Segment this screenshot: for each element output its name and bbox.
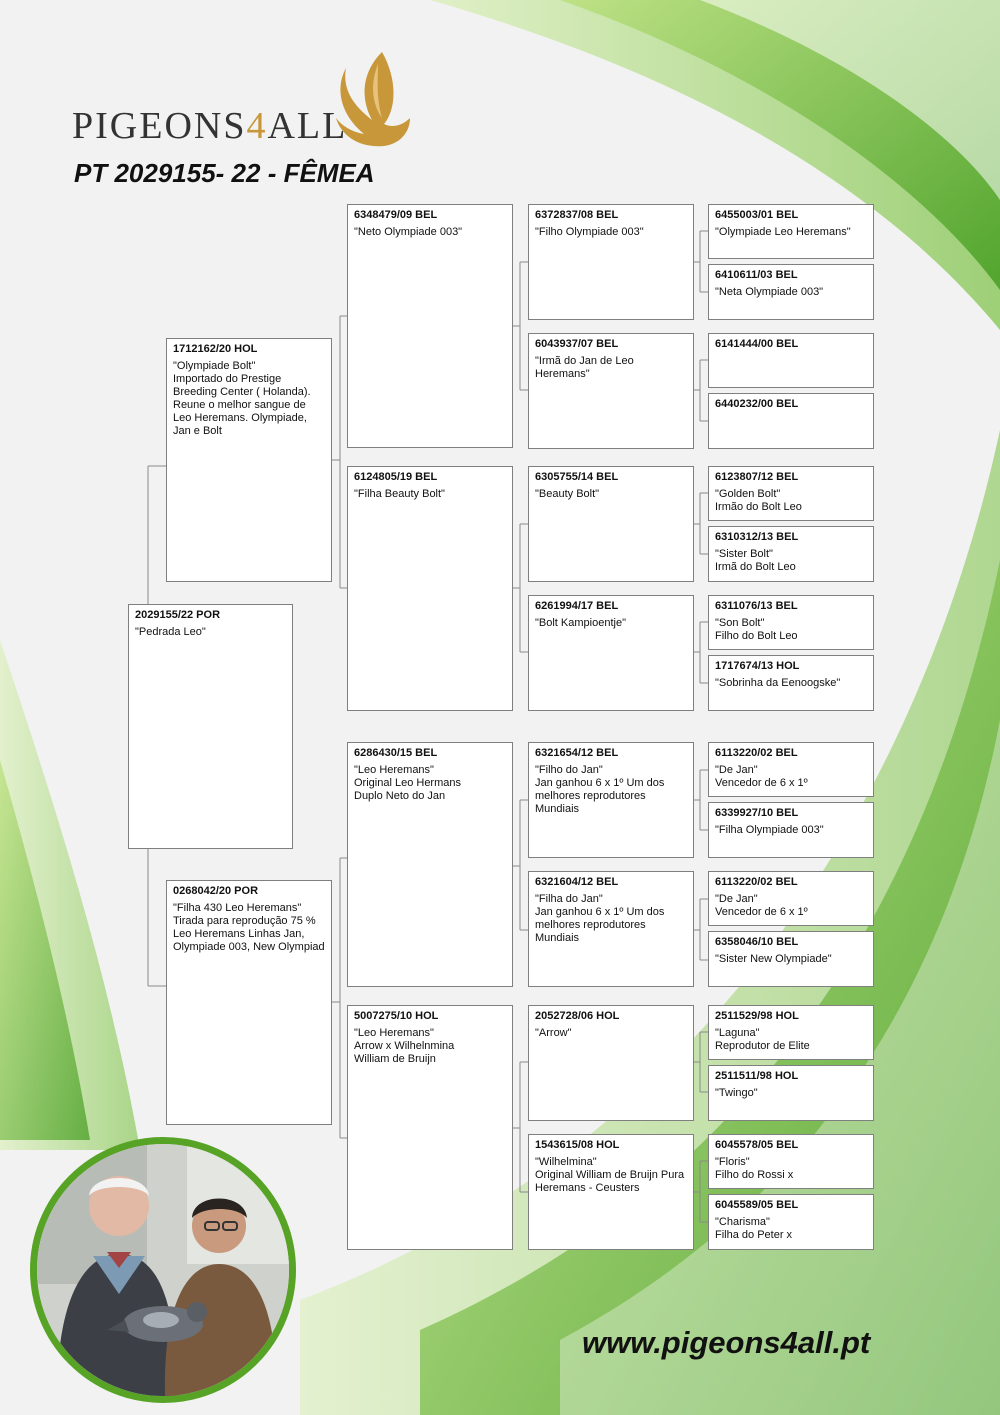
pedigree-great-grandparent-card <box>528 871 694 987</box>
ring-number: 6321604/12 BEL <box>535 876 619 888</box>
ring-number: 6358046/10 BEL <box>715 936 799 948</box>
pigeon-description: "Sister Bolt" Irmã do Bolt Leo <box>715 548 796 573</box>
pedigree-subject-card <box>128 604 293 849</box>
pigeon-description: "Neto Olympiade 003" <box>354 226 463 238</box>
pedigree-grandparent-card <box>347 742 513 987</box>
logo-part-four: 4 <box>246 105 268 147</box>
ring-number: 6113220/02 BEL <box>715 747 798 759</box>
ring-number: 6043937/07 BEL <box>535 338 619 350</box>
ring-number: 6141444/00 BEL <box>715 338 799 350</box>
pigeon-description: "Beauty Bolt" <box>535 488 600 500</box>
ring-number: 1712162/20 HOL <box>173 343 258 355</box>
ring-number: 6339927/10 BEL <box>715 807 799 819</box>
pedigree-great-grandparent-card <box>528 595 694 711</box>
pigeon-description: "Laguna" Reprodutor de Elite <box>715 1027 810 1052</box>
pedigree-great-grandparent-card <box>528 1005 694 1121</box>
pedigree-sire-card <box>166 338 332 582</box>
website-url: www.pigeons4all.pt <box>582 1325 871 1360</box>
pedigree-ancestor-card <box>708 1134 874 1189</box>
pedigree-ancestor-card <box>708 264 874 320</box>
ring-number: 6310312/13 BEL <box>715 531 799 543</box>
ring-number: 6372837/08 BEL <box>535 209 619 221</box>
ring-number: 5007275/10 HOL <box>354 1010 439 1022</box>
page-title: PT 2029155- 22 - FÊMEA <box>74 158 375 188</box>
ring-number: 6113220/02 BEL <box>715 876 798 888</box>
brand-logo <box>72 50 412 150</box>
pedigree-ancestor-card <box>708 655 874 711</box>
ring-number: 6045578/05 BEL <box>715 1139 799 1151</box>
ring-number: 6311076/13 BEL <box>715 600 798 612</box>
logo-wordmark <box>72 104 347 148</box>
ring-number: 1717674/13 HOL <box>715 660 800 672</box>
ring-number: 6286430/15 BEL <box>354 747 438 759</box>
pigeon-description: "Filha 430 Leo Heremans" Tirada para reprodução 75 % Leo Heremans Linhas Jan, Olympiade 003, New Olympiad <box>173 902 325 953</box>
pedigree-ancestor-card <box>708 871 874 926</box>
pedigree-ancestor-card <box>708 1065 874 1121</box>
ring-number: 0268042/20 POR <box>173 885 259 897</box>
pedigree-ancestor-card <box>708 333 874 388</box>
ring-number: 6305755/14 BEL <box>535 471 619 483</box>
ring-number: 2511511/98 HOL <box>715 1070 799 1082</box>
pedigree-grandparent-card <box>347 466 513 711</box>
pigeon-description: "Olympiade Bolt" Importado do Prestige Breeding Center ( Holanda). Reune o melhor sangue de Leo Heremans. Olympiade, Jan e Bolt <box>173 360 311 437</box>
pigeon-description: "Floris" Filho do Rossi x <box>715 1156 794 1181</box>
pigeon-description: "Olympiade Leo Heremans" <box>715 226 851 238</box>
ring-number: 6440232/00 BEL <box>715 398 799 410</box>
pigeon-description: "Arrow" <box>535 1027 572 1039</box>
pedigree-grandparent-card <box>347 204 513 448</box>
pigeon-description: "Filho do Jan" Jan ganhou 6 x 1º Um dos melhores reprodutores Mundiais <box>535 764 665 815</box>
pigeon-description: "Filha Beauty Bolt" <box>354 488 445 500</box>
ring-number: 6410611/03 BEL <box>715 269 798 281</box>
pigeon-description: "Irmã do Jan de Leo Heremans" <box>535 355 634 380</box>
ring-number: 1543615/08 HOL <box>535 1139 620 1151</box>
pedigree-ancestor-card <box>708 1005 874 1060</box>
ring-number: 2029155/22 POR <box>135 609 221 621</box>
ring-number: 6045589/05 BEL <box>715 1199 799 1211</box>
pigeon-description: "Twingo" <box>715 1087 758 1099</box>
ring-number: 2052728/06 HOL <box>535 1010 620 1022</box>
ring-number: 6124805/19 BEL <box>354 471 438 483</box>
ring-number: 2511529/98 HOL <box>715 1010 799 1022</box>
pigeon-description: "Filha Olympiade 003" <box>715 824 824 836</box>
logo-part-pigeons: PIGEONS <box>72 105 247 147</box>
pigeon-description: "Pedrada Leo" <box>135 626 206 638</box>
logo-part-all: ALL <box>267 105 348 147</box>
pigeon-description: "De Jan" Vencedor de 6 x 1º <box>715 764 808 789</box>
breeders-photo <box>30 1137 296 1403</box>
pedigree-ancestor-card <box>708 526 874 582</box>
pigeon-description: "Charisma" Filha do Peter x <box>715 1216 793 1241</box>
pigeon-description: "De Jan" Vencedor de 6 x 1º <box>715 893 808 918</box>
pedigree-great-grandparent-card <box>528 1134 694 1250</box>
pigeon-description: "Neta Olympiade 003" <box>715 286 824 298</box>
pedigree-ancestor-card <box>708 742 874 797</box>
pedigree-dam-card <box>166 880 332 1125</box>
pigeon-description: "Leo Heremans" Original Leo Hermans Duplo Neto do Jan <box>354 764 461 802</box>
pedigree-great-grandparent-card <box>528 466 694 582</box>
pigeon-description: "Wilhelmina" Original William de Bruijn Pura Heremans - Ceusters <box>535 1156 685 1194</box>
pigeon-description: "Sister New Olympiade" <box>715 953 832 965</box>
pigeon-description: "Leo Heremans" Arrow x Wilhelnmina William de Bruijn <box>354 1027 455 1065</box>
breeders-with-pigeon-illustration <box>37 1144 289 1396</box>
pedigree-great-grandparent-card <box>528 742 694 858</box>
pigeon-description: "Filho Olympiade 003" <box>535 226 644 238</box>
pigeon-description: "Bolt Kampioentje" <box>535 617 626 629</box>
pedigree-grandparent-card <box>347 1005 513 1250</box>
pigeon-description: "Filha do Jan" Jan ganhou 6 x 1º Um dos melhores reprodutores Mundiais <box>535 893 665 944</box>
pedigree-great-grandparent-card <box>528 204 694 320</box>
pedigree-great-grandparent-card <box>528 333 694 449</box>
pedigree-ancestor-card <box>708 393 874 449</box>
ring-number: 6455003/01 BEL <box>715 209 799 221</box>
ring-number: 6261994/17 BEL <box>535 600 619 612</box>
pedigree-ancestor-card <box>708 1194 874 1250</box>
pedigree-ancestor-card <box>708 204 874 259</box>
pigeon-description: "Golden Bolt" Irmão do Bolt Leo <box>715 488 802 513</box>
pedigree-ancestor-card <box>708 931 874 987</box>
ring-number: 6348479/09 BEL <box>354 209 438 221</box>
pigeon-description: "Son Bolt" Filho do Bolt Leo <box>715 617 798 642</box>
ring-number: 6321654/12 BEL <box>535 747 619 759</box>
ring-number: 6123807/12 BEL <box>715 471 799 483</box>
pedigree-ancestor-card <box>708 466 874 521</box>
pedigree-ancestor-card <box>708 595 874 650</box>
pigeon-description: "Sobrinha da Eenoogske" <box>715 677 841 689</box>
pedigree-ancestor-card <box>708 802 874 858</box>
